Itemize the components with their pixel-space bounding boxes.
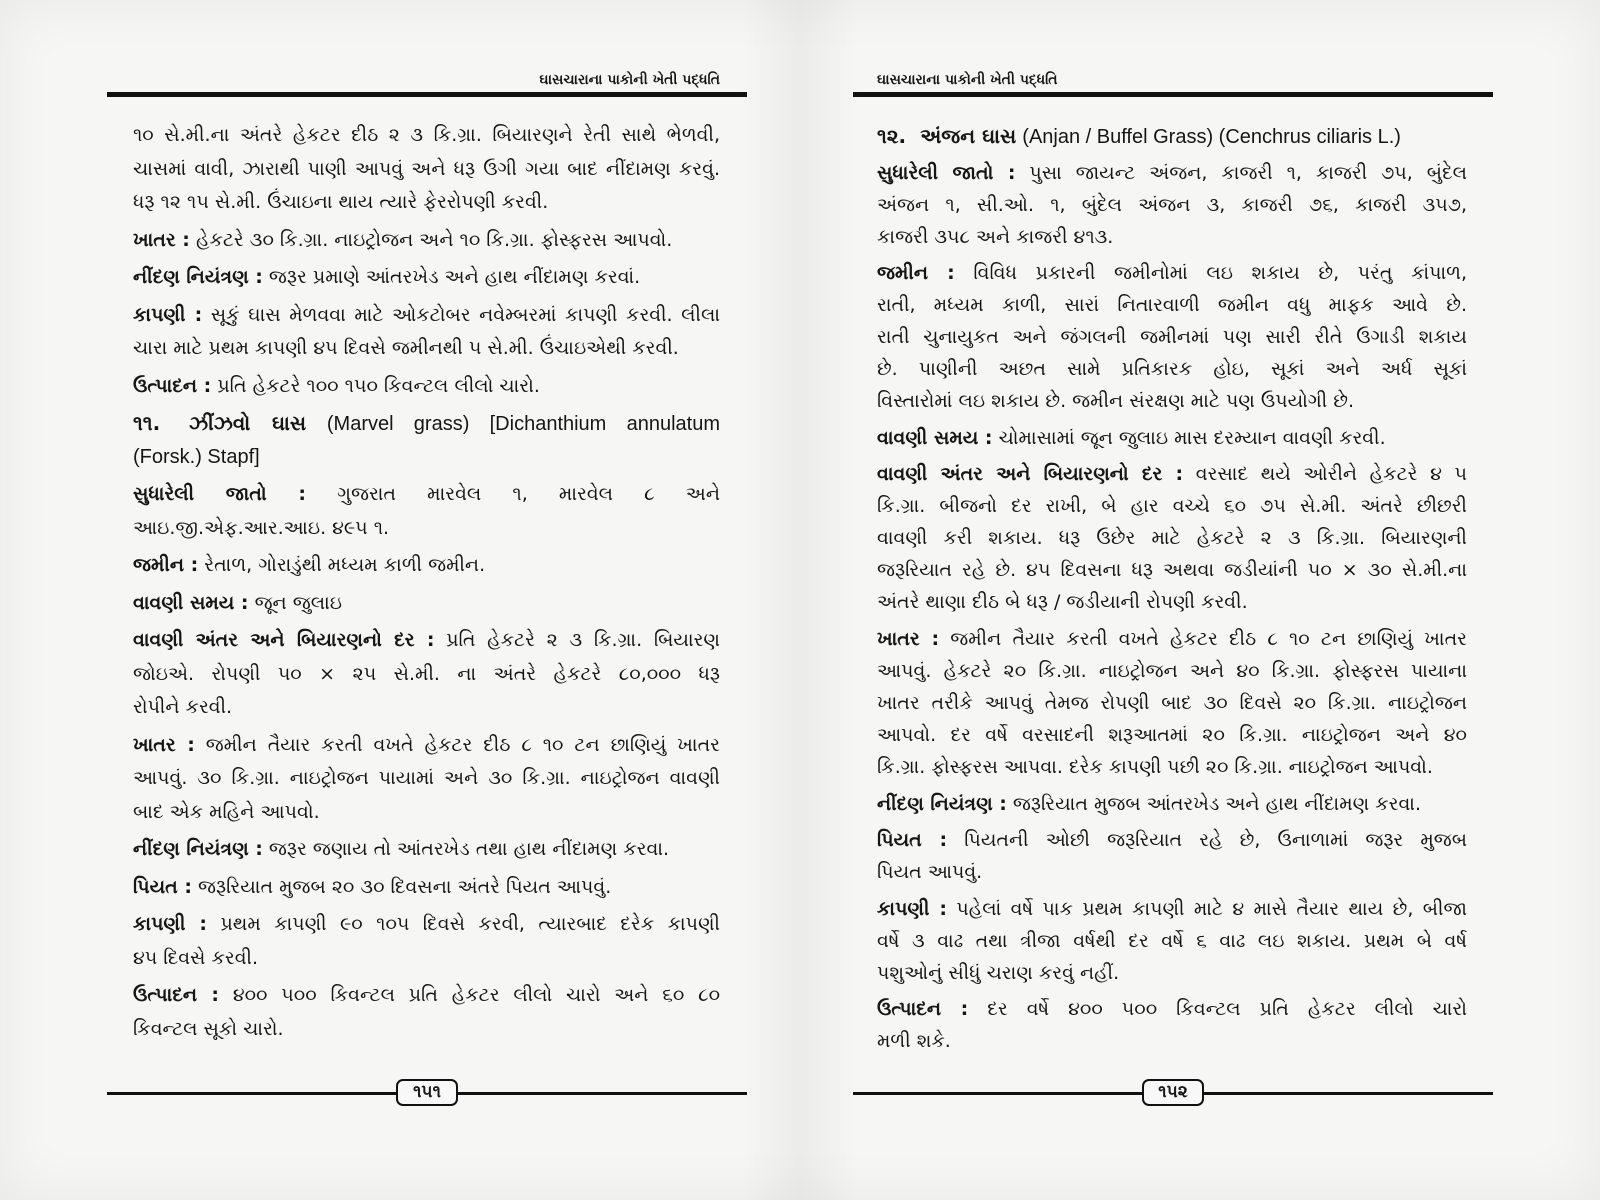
paragraph xyxy=(877,157,1467,253)
paragraph-text: આપવો. દર વર્ષે વરસાદની શરૂઆતમાં ૨૦ કિ.ગ્રા. નાઇટ્રોજન અને ૪૦ xyxy=(877,723,1467,746)
text-line xyxy=(877,353,1467,385)
paragraph xyxy=(877,458,1467,618)
text-line xyxy=(877,554,1467,586)
paragraph xyxy=(133,871,720,905)
paragraph-text: કિ.ગ્રા. ફોસ્ફરસ આપવા. દરેક કાપણી પછી ૨૦ કિ.ગ્રા. નાઇટ્રોજન આપવો. xyxy=(877,755,1433,778)
paragraph-text: જરૂર પ્રમાણે આંતરખેડ અને હાથ નીંદામણ કરવાં. xyxy=(268,266,641,288)
paragraph xyxy=(877,824,1467,888)
paragraph xyxy=(133,833,720,867)
paragraph-label: કાપણી : xyxy=(877,897,947,920)
paragraph-label: પિયત : xyxy=(877,829,948,852)
text-line xyxy=(877,257,1467,289)
paragraph-text: જોઇએ. રોપણી ૫૦ × ૨૫ સે.મી. ના અંતરે હેકટરે ૮૦,૦૦૦ ધરૂ xyxy=(133,662,720,685)
paragraph xyxy=(133,261,720,295)
paragraph xyxy=(133,729,720,830)
section-number: ૧૧. xyxy=(133,411,161,435)
text-line xyxy=(877,623,1467,655)
paragraph-label: ખાતર : xyxy=(133,228,190,251)
paragraph-text: ચાસમાં વાવી, ઝારાથી પાણી આપવું અને ધરૂ ઉગી ગયા બાદ નીંદામણ કરવું. xyxy=(133,157,720,180)
text-line xyxy=(133,299,720,333)
paragraph-text: કિવન્ટલ સૂકો ચારો. xyxy=(133,1017,284,1040)
text-line xyxy=(133,153,720,187)
paragraph xyxy=(133,299,720,366)
section-heading xyxy=(133,407,720,474)
paragraph xyxy=(133,119,720,220)
section-botanical-name: (Anjan / Buffel Grass) (Cenchrus ciliaris L.) xyxy=(1022,126,1401,148)
text-line xyxy=(133,370,720,404)
text-line xyxy=(877,189,1467,221)
text-line xyxy=(877,458,1467,490)
text-line xyxy=(877,586,1467,618)
paragraph-text: પશુઓનું સીધું ચરાણ કરવું નહીં. xyxy=(877,961,1120,984)
text-line xyxy=(877,824,1467,856)
section-botanical-name: (Marvel grass) [Dichanthium annulatum xyxy=(326,413,720,435)
text-line xyxy=(133,762,720,796)
text-line xyxy=(133,478,720,512)
text-line xyxy=(133,587,720,621)
paragraph-label: કાપણી : xyxy=(133,303,203,326)
page-number: ૧૫૧ xyxy=(413,1082,441,1102)
text-line xyxy=(877,490,1467,522)
paragraph-label: નીંદણ નિયંત્રણ : xyxy=(133,266,263,288)
paragraph-label: ઉત્પાદન : xyxy=(133,374,212,397)
text-line xyxy=(133,871,720,905)
text-line xyxy=(877,422,1467,454)
text-line xyxy=(877,120,1467,152)
paragraph-text: જરૂર જણાય તો આંતરખેડ તથા હાથ નીંદામણ કરવા. xyxy=(268,838,670,860)
page-body xyxy=(133,119,720,1046)
paragraph xyxy=(877,422,1467,454)
text-line xyxy=(877,385,1467,417)
text-line xyxy=(877,687,1467,719)
paragraph-text: છે. પાણીની અછત સામે પ્રતિકારક હોઇ, સૂકાં અને અર્ધ સૂકાં xyxy=(877,358,1467,381)
paragraph-text: જમીન તૈયાર કરતી વખતે હેકટર દીઠ ૮ ૧૦ ટન છાણિયું ખાતર xyxy=(205,733,720,756)
paragraph-text: વરસાદ થયે ઓરીને હેકટરે ૪ ૫ xyxy=(1195,463,1467,486)
text-line xyxy=(877,993,1467,1025)
section-title: ઝીંઝવો ઘાસ xyxy=(188,411,307,435)
paragraph-text: આપવું. ૩૦ કિ.ગ્રા. નાઇટ્રોજન પાયામાં અને ૩૦ કિ.ગ્રા. નાઇટ્રોજન વાવણી xyxy=(133,767,720,789)
text-line xyxy=(133,658,720,692)
paragraph-text: બાદ એક મહિને આપવો. xyxy=(133,800,320,823)
paragraph-text: પ્રતિ હેકટરે ૧૦૦ ૧૫૦ કિવન્ટલ લીલો ચારો. xyxy=(217,374,540,397)
paragraph-text: હેકટરે ૩૦ કિ.ગ્રા. નાઇટ્રોજન અને ૧૦ કિ.ગ્રા. ફોસ્ફરસ આપવો. xyxy=(195,228,673,251)
paragraph-text: વિવિધ પ્રકારની જમીનોમાં લઇ શકાય છે, પરંતુ કાંપાળ, xyxy=(973,262,1467,285)
text-line xyxy=(133,942,720,976)
text-line xyxy=(133,549,720,583)
paragraph-text: પહેલાં વર્ષે પાક પ્રથમ કાપણી માટે ૪ માસે તૈયાર થાય છે, બીજા xyxy=(956,897,1467,920)
paragraph-text: વાવણી કરી શકાય. ધરૂ ઉછેર માટે હેકટરે ૨ ૩ કિ.ગ્રા. બિયારણની xyxy=(877,527,1467,550)
paragraph-text: જૂન જુલાઇ xyxy=(254,591,342,614)
paragraph-label: વાવણી સમય : xyxy=(877,426,993,449)
paragraph xyxy=(133,549,720,583)
paragraph-text: રાતી ચુનાયુકત અને જંગલની જમીનમાં પણ સારી રીતે ઉગાડી શકાય xyxy=(877,326,1467,349)
paragraph xyxy=(133,908,720,975)
paragraph-text: આઇ.જી.એફ.આર.આઇ. ૪૯૫ ૧. xyxy=(133,516,390,539)
paragraph xyxy=(877,257,1467,417)
text-line xyxy=(133,186,720,220)
right-page xyxy=(800,0,1600,1200)
paragraph-label: વાવણી સમય : xyxy=(133,591,249,614)
paragraph-text: રોપીને કરવી. xyxy=(133,696,233,718)
paragraph-text: પિયત આપવું. xyxy=(877,861,983,884)
page-number-box xyxy=(396,1079,458,1106)
paragraph-label: નીંદણ નિયંત્રણ : xyxy=(133,838,263,860)
paragraph-text: પુસા જાયન્ટ અંજન, કાજરી ૧, કાજરી ૭૫, બુંદેલ xyxy=(1029,161,1467,184)
paragraph-text: ૧૦ સે.મી.ના અંતરે હેકટર દીઠ ૨ ૩ કિ.ગ્રા. બિયારણને રેતી સાથે ભેળવી, xyxy=(133,124,720,146)
paragraph-text: ચોમાસામાં જૂન જુલાઇ માસ દરમ્યાન વાવણી કરવી. xyxy=(998,426,1386,449)
paragraph-text: ૪૦૦ ૫૦૦ કિવન્ટલ પ્રતિ હેકટર લીલો ચારો અને ૬૦ ૮૦ xyxy=(232,984,720,1006)
paragraph xyxy=(133,979,720,1046)
running-header: ઘાસચારાના પાકોની ખેતી પદ્ધતિ xyxy=(539,72,720,88)
text-line xyxy=(133,224,720,258)
section-heading xyxy=(877,120,1467,152)
paragraph-text: કિ.ગ્રા. બીજનો દર રાખી, બે હાર વચ્ચે ૬૦ ૭૫ સે.મી. અંતરે છીછરી xyxy=(877,495,1467,518)
paragraph xyxy=(877,623,1467,783)
text-line xyxy=(133,1013,720,1047)
text-line xyxy=(133,512,720,546)
section-title: અંજન ઘાસ xyxy=(920,124,1017,148)
text-line xyxy=(877,788,1467,820)
text-line xyxy=(877,751,1467,783)
paragraph-label: જમીન : xyxy=(877,262,955,285)
page-body xyxy=(877,120,1467,1057)
paragraph-label: વાવણી અંતર અને બિયારણનો દર : xyxy=(877,463,1184,486)
text-line xyxy=(133,441,720,475)
paragraph-label: ખાતર : xyxy=(877,627,940,650)
paragraph-label: સુધારેલી જાતો : xyxy=(877,161,1016,184)
text-line xyxy=(877,655,1467,687)
text-line xyxy=(133,796,720,830)
paragraph xyxy=(133,370,720,404)
paragraph xyxy=(877,788,1467,820)
paragraph-text: ધરૂ ૧૨ ૧૫ સે.મી. ઉંચાઇના થાય ત્યારે ફેરરોપણી કરવી. xyxy=(133,191,549,213)
text-line xyxy=(877,957,1467,989)
text-line xyxy=(133,261,720,295)
text-line xyxy=(877,157,1467,189)
paragraph-text: ખાતર તરીકે આપવું તેમજ રોપણી બાદ ૩૦ દિવસે ૨૦ કિ.ગ્રા. નાઇટ્રોજન xyxy=(877,691,1467,714)
paragraph xyxy=(877,893,1467,989)
paragraph-text: અંતરે થાણા દીઠ બે ધરૂ / જડીયાની રોપણી કરવી. xyxy=(877,591,1248,614)
paragraph-text: પ્રતિ હેકટરે ૨ ૩ કિ.ગ્રા. બિયારણ xyxy=(446,629,720,651)
paragraph xyxy=(877,993,1467,1057)
page-number-box xyxy=(1142,1079,1204,1106)
paragraph-text: જરૂરિયાત મુજબ ૨૦ ૩૦ દિવસના અંતરે પિયત આપવું. xyxy=(198,875,612,898)
text-line xyxy=(133,119,720,153)
paragraph-label: કાપણી : xyxy=(133,913,208,935)
paragraph-label: ખાતર : xyxy=(133,733,195,756)
paragraph-text: રાતી, મધ્યમ કાળી, સારાં નિતારવાળી જમીન વધુ માફક આવે છે. xyxy=(877,294,1467,317)
text-line xyxy=(133,624,720,658)
text-line xyxy=(133,833,720,867)
text-line xyxy=(877,221,1467,253)
paragraph-text: પ્રથમ કાપણી ૯૦ ૧૦૫ દિવસે કરવી, ત્યારબાદ દરેક કાપણી xyxy=(220,913,720,935)
paragraph-text: દર વર્ષે ૪૦૦ ૫૦૦ કિવન્ટલ પ્રતિ હેકટર લીલો ચારો xyxy=(987,998,1467,1021)
page-number: ૧૫૨ xyxy=(1158,1082,1188,1102)
text-line xyxy=(877,925,1467,957)
paragraph-text: પિયતની ઓછી જરૂરિયાત રહે છે, ઉનાળામાં જરૂર મુજબ xyxy=(964,829,1467,852)
running-header: ઘાસચારાના પાકોની ખેતી પદ્ધતિ xyxy=(877,72,1058,88)
paragraph-label: ઉત્પાદન : xyxy=(877,998,969,1021)
text-line xyxy=(877,1025,1467,1057)
paragraph-label: સુધારેલી જાતો : xyxy=(133,483,306,505)
text-line xyxy=(133,979,720,1013)
text-line xyxy=(133,908,720,942)
paragraph-text: રેતાળ, ગોરાડુંથી મધ્યમ કાળી જમીન. xyxy=(204,554,486,576)
paragraph xyxy=(133,224,720,258)
paragraph-text: જરૂરિયાત મુજબ આંતરખેડ અને હાથ નીંદામણ કરવા. xyxy=(1012,792,1422,815)
paragraph xyxy=(133,587,720,621)
text-line xyxy=(133,332,720,366)
paragraph-label: જમીન : xyxy=(133,554,199,576)
paragraph-text: વિસ્તારોમાં લઇ શકાય છે. જમીન સંરક્ષણ માટે પણ ઉપયોગી છે. xyxy=(877,390,1354,413)
paragraph-text: આપવું. હેકટરે ૨૦ કિ.ગ્રા. નાઇટ્રોજન અને ૪૦ કિ.ગ્રા. ફોસ્ફરસ પાયાના xyxy=(877,659,1467,682)
text-line xyxy=(877,856,1467,888)
paragraph xyxy=(133,478,720,545)
section-botanical-name: (Forsk.) Stapf] xyxy=(133,445,260,468)
text-line xyxy=(877,893,1467,925)
paragraph-text: ૪૫ દિવસે કરવી. xyxy=(133,946,259,969)
paragraph xyxy=(133,624,720,725)
text-line xyxy=(877,719,1467,751)
text-line xyxy=(877,522,1467,554)
text-line xyxy=(133,691,720,725)
section-number: ૧૨. xyxy=(877,124,907,148)
paragraph-label: વાવણી અંતર અને બિયારણનો દર : xyxy=(133,629,435,651)
paragraph-text: જમીન તૈયાર કરતી વખતે હેકટર દીઠ ૮ ૧૦ ટન છાણિયું ખાતર xyxy=(950,627,1467,650)
paragraph-label: ઉત્પાદન : xyxy=(133,984,220,1006)
paragraph-text: સૂકું ઘાસ મેળવવા માટે ઓકટોબર નવેમ્બરમાં કાપણી કરવી. લીલા xyxy=(210,303,720,326)
paragraph-text: અંજન ૧, સી.ઓ. ૧, બુંદેલ અંજન ૩, કાજરી ૭૬, કાજરી ૩૫૭, xyxy=(877,193,1467,216)
text-line xyxy=(133,729,720,763)
paragraph-text: ચારા માટે પ્રથમ કાપણી ૪૫ દિવસે જમીનથી ૫ સે.મી. ઉંચાઇએથી કરવી. xyxy=(133,337,679,359)
text-line xyxy=(877,321,1467,353)
paragraph-text: ગુજરાત મારવેલ ૧, મારવેલ ૮ અને xyxy=(337,483,720,505)
text-line xyxy=(877,289,1467,321)
paragraph-label: પિયત : xyxy=(133,875,192,898)
text-line xyxy=(133,407,720,441)
header-rule xyxy=(853,92,1493,97)
paragraph-text: કાજરી ૩૫૮ અને કાજરી ૪૧૩. xyxy=(877,225,1114,248)
paragraph-text: મળી શકે. xyxy=(877,1030,951,1053)
paragraph-text: વર્ષે ૩ વાઢ તથા ત્રીજા વર્ષથી દર વર્ષે ૬ વાઢ લઇ શકાય. પ્રથમ બે વર્ષ xyxy=(877,929,1467,952)
paragraph-text: જરૂરિયાત રહે છે. ૪૫ દિવસના ધરૂ અથવા જડીયાંની ૫૦ × ૩૦ સે.મી.ના xyxy=(877,559,1467,582)
paragraph-label: નીંદણ નિયંત્રણ : xyxy=(877,792,1007,815)
header-rule xyxy=(107,92,747,97)
